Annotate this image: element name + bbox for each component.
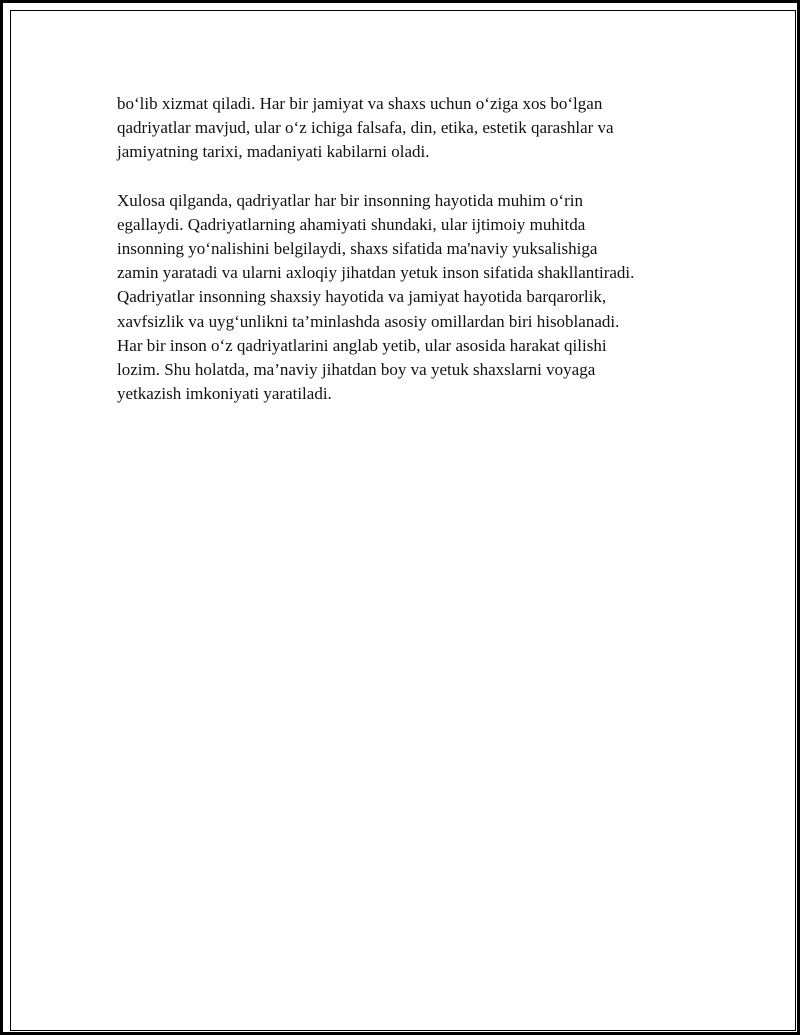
text-line: Har bir inson o‘z qadriyatlarini anglab yetib, ular asosida harakat qilishi — [117, 335, 607, 355]
text-line: bo‘lib xizmat qiladi. Har bir jamiyat va shaxs uchun o‘ziga xos bo‘lgan — [117, 94, 603, 113]
text-line: egallaydi. Qadriyatlarning ahamiyati shundaki, ular ijtimoiy muhitda — [117, 214, 586, 234]
text-line: yetkazish imkoniyati yaratiladi. — [117, 384, 332, 404]
text-line: xavfsizlik va uyg‘unlikni ta’minlashda asosiy omillardan biri hisoblanadi. — [117, 311, 620, 331]
document-body — [117, 92, 697, 406]
text-line: lozim. Shu holatda, ma’naviy jihatdan boy va yetuk shaxslarni voyaga — [117, 360, 596, 380]
text-line: Xulosa qilganda, qadriyatlar har bir insonning hayotida muhim o‘rin — [117, 190, 583, 210]
text-line: zamin yaratadi va ularni axloqiy jihatdan yetuk inson sifatida shakllantiradi. — [117, 263, 635, 283]
paragraph-1 — [117, 92, 697, 165]
paragraph-2 — [117, 189, 697, 407]
text-line: insonning yo‘nalishini belgilaydi, shaxs sifatida ma'naviy yuksalishiga — [117, 239, 598, 259]
text-line: jamiyatning tarixi, madaniyati kabilarni oladi. — [117, 142, 430, 162]
text-line: qadriyatlar mavjud, ular o‘z ichiga falsafa, din, etika, estetik qarashlar va — [117, 118, 614, 138]
text-line: Qadriyatlar insonning shaxsiy hayotida va jamiyat hayotida barqarorlik, — [117, 287, 607, 307]
